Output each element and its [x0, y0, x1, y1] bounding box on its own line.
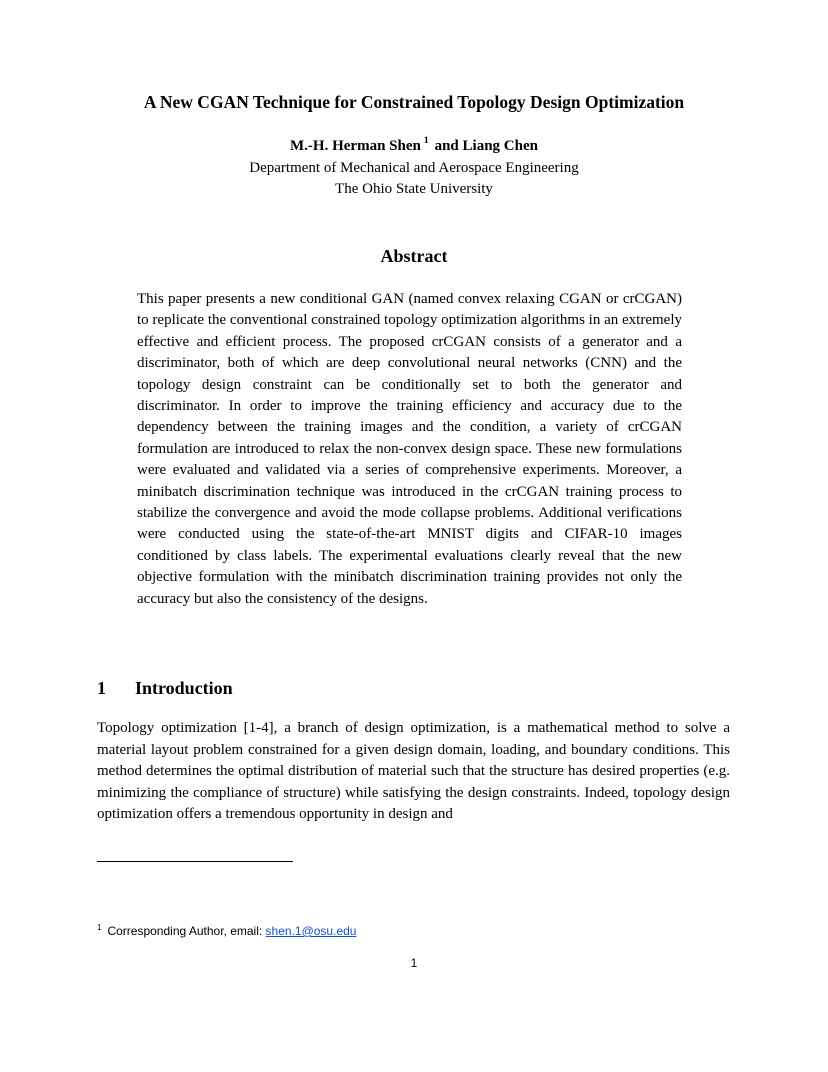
section-number: 1	[97, 678, 106, 698]
footnote-divider	[97, 861, 293, 862]
abstract-heading: Abstract	[380, 246, 448, 266]
footnote-text: Corresponding Author, email:	[107, 924, 266, 938]
email-link[interactable]: shen.1@osu.edu	[265, 924, 357, 938]
author-footnote-mark: 1	[423, 136, 429, 146]
section-title: Introduction	[135, 678, 233, 698]
footnote-mark: 1	[97, 923, 102, 932]
affiliation-university: The Ohio State University	[335, 181, 493, 197]
affiliation-department: Department of Mechanical and Aerospace Engineering	[249, 160, 579, 176]
section-heading-introduction	[97, 676, 233, 700]
paper-title: A New CGAN Technique for Constrained Topology Design Optimization	[143, 92, 685, 112]
introduction-text: Topology optimization [1-4], a branch of design optimization, is a mathematical method to solve a material layout problem constrained for a given design domain, loading, and boundary conditions. This method determines the optimal distribution of material such that the structure has desired properties (e.g. minimizing the compliance of structure) while satisfying the design constraints. Indeed, topology design optimization offers a tremendous opportunity in design and	[97, 720, 730, 823]
author-shen: M.-H. Herman Shen	[290, 138, 421, 154]
author-line	[0, 136, 828, 156]
author-chen: and Liang Chen	[434, 138, 538, 154]
page-number: 1	[410, 956, 418, 970]
abstract-text: This paper presents a new conditional GAN (named convex relaxing CGAN or crCGAN) to replicate the conventional constrained topology optimization algorithms in an extremely effective and efficient process. The proposed crCGAN consists of a generator and a discriminator, both of which are deep convolutional neural networks (CNN) and the topology design constraint can be conditionally set to both the generator and discriminator. In order to improve the training efficiency and accuracy due to the dependency between the training images and the condition, a variety of crCGAN formulation are introduced to relax the non-convex design space. These new formulations were evaluated and validated via a series of comprehensive experiments. Moreover, a minibatch discrimination technique was introduced in the crCGAN training process to stabilize the convergence and avoid the mode collapse problems. Additional verifications were conducted using the state-of-the-art MNIST digits and CIFAR-10 images conditioned by class labels. The experimental evaluations clearly reveal that the new objective formulation with the minibatch discrimination training provides not only the accuracy but also the consistency of the designs.	[137, 291, 682, 607]
footnote	[97, 920, 356, 939]
